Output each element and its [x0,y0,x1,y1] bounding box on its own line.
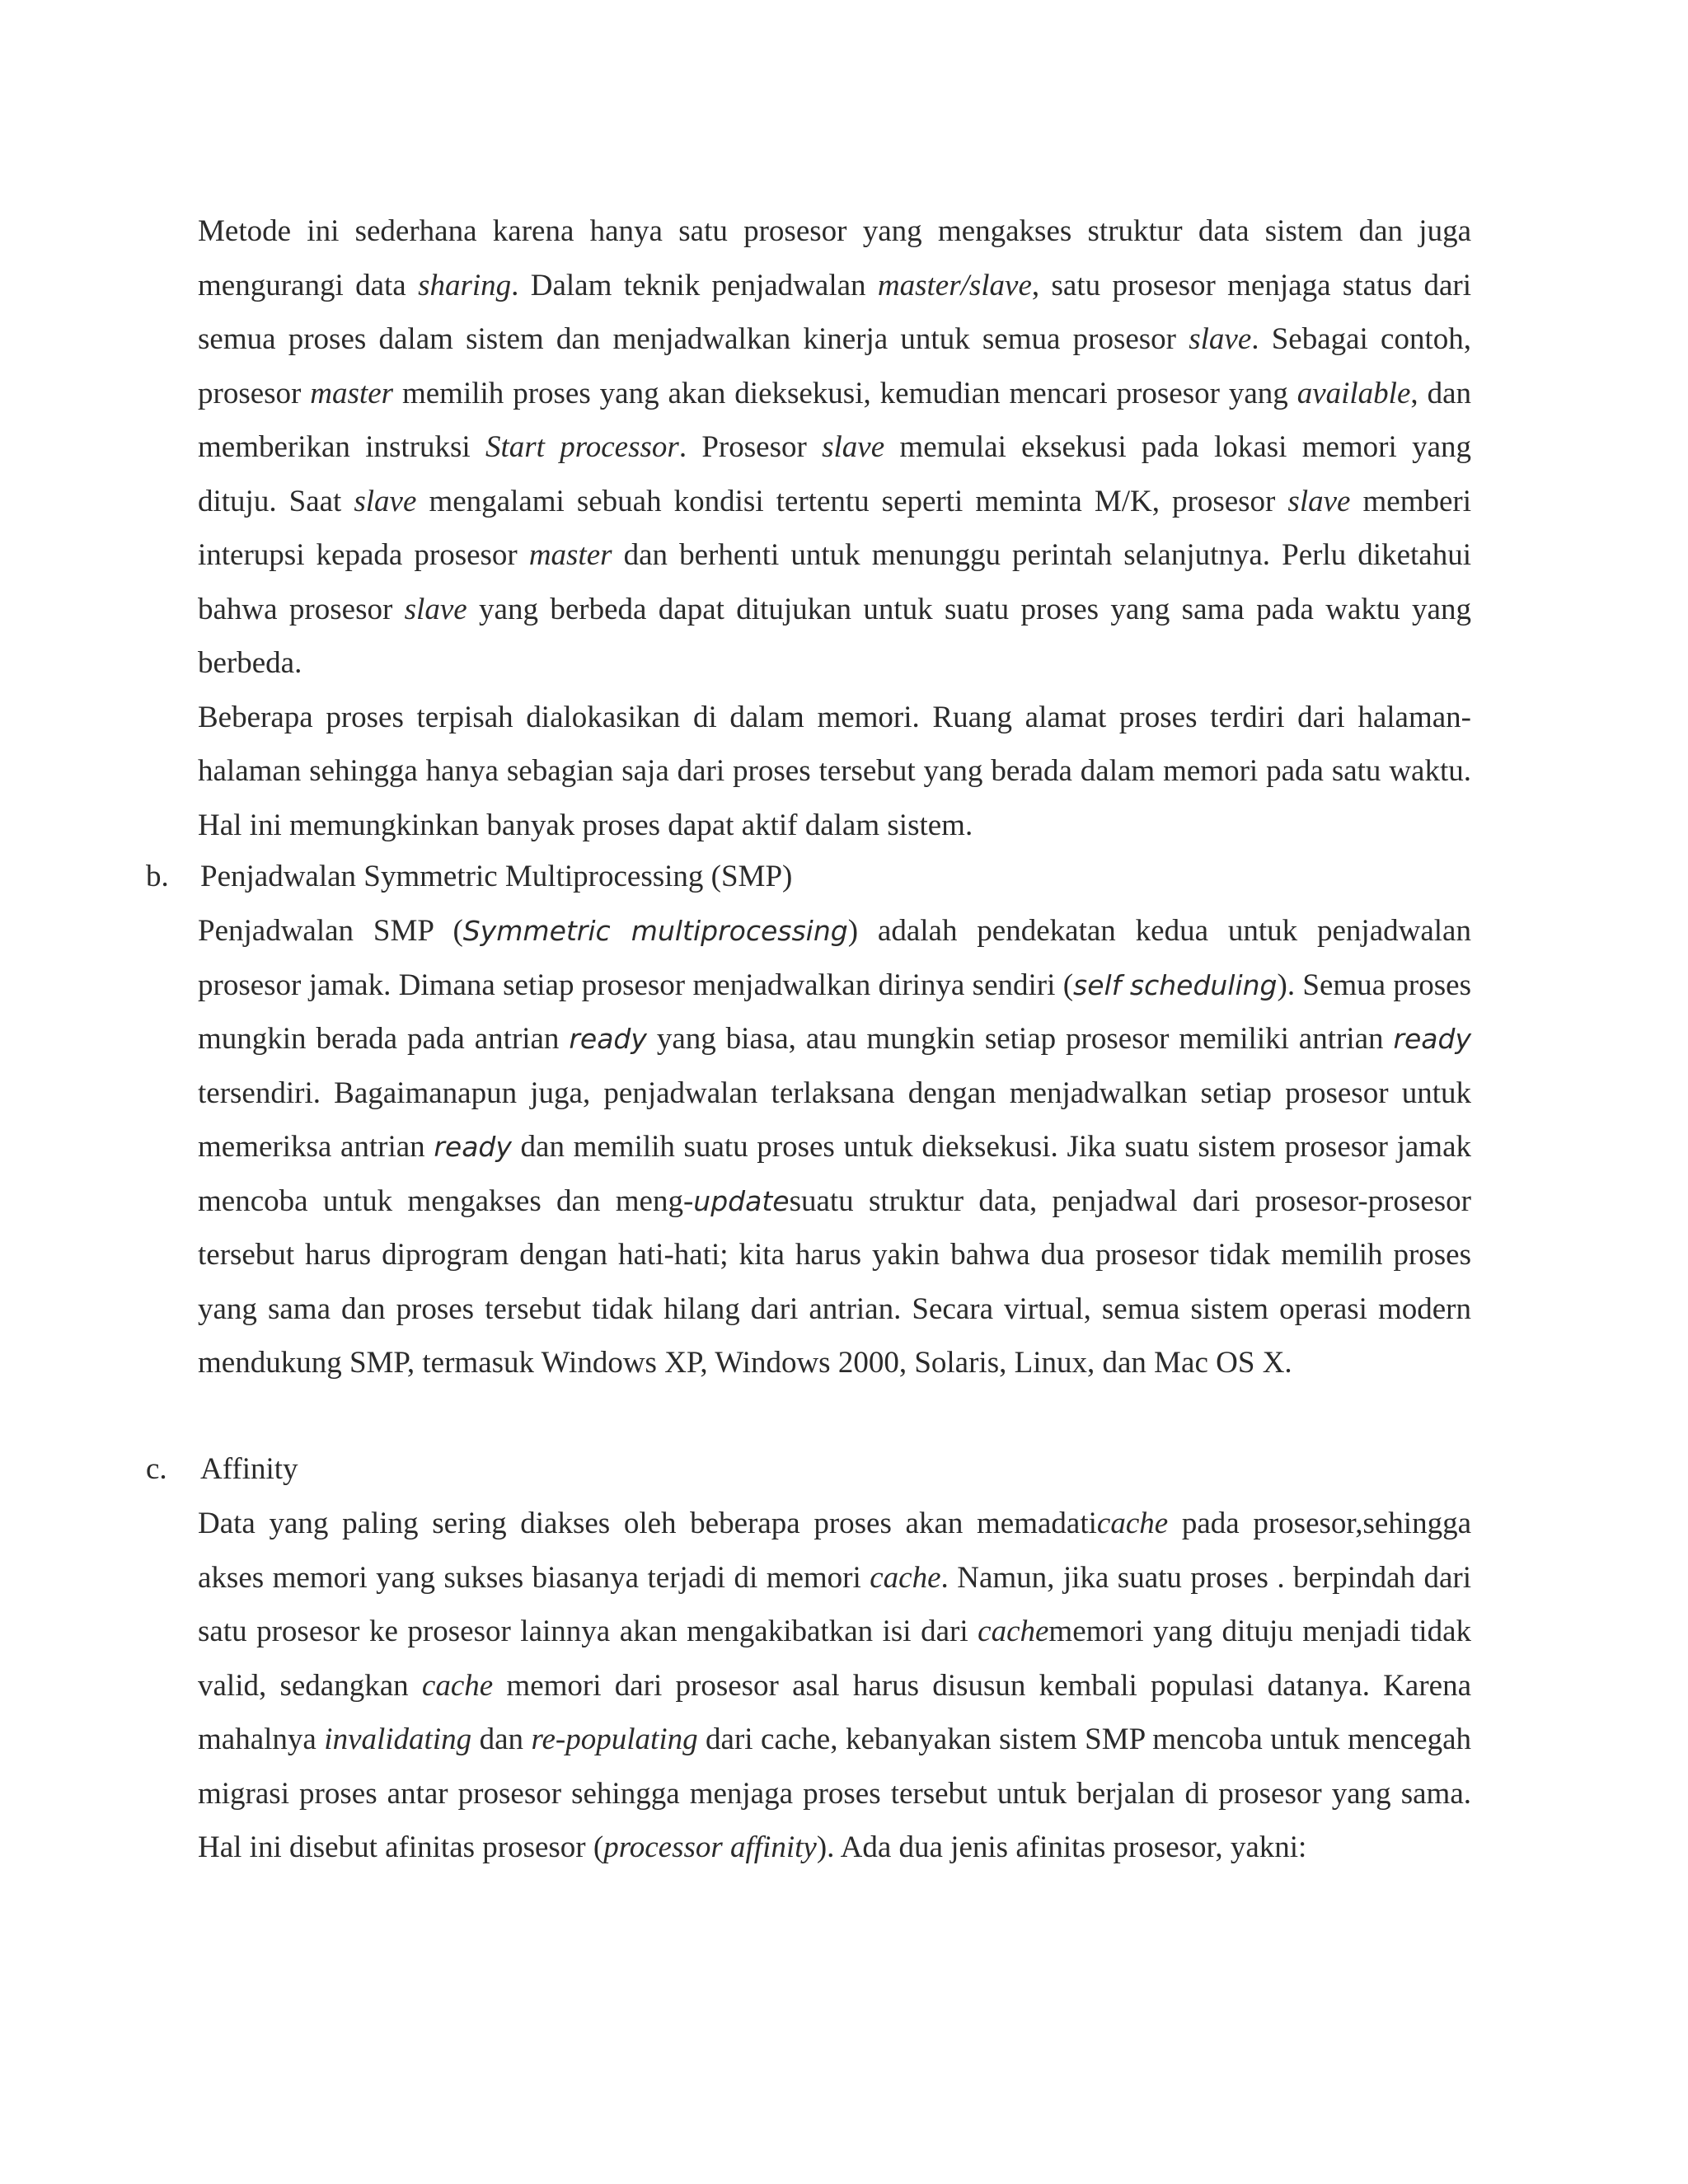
text-run: memulai eksekusi pada lokasi memori yang dituju. Saat [198,430,1471,518]
text-run: memori yang dituju menjadi tidak valid, sedangkan [198,1615,1471,1703]
italic-term: slave [1287,484,1351,518]
list-marker: c. [146,1452,167,1486]
text-run: suatu struktur data, penjadwal dari prosesor-prosesor tersebut harus diprogram dengan hati-hati; kita harus yakin bahwa dua prosesor tidak memilih proses yang sama dan proses tersebut tidak hilang dari antrian. Secara virtual, semua sistem operasi modern mendukung SMP, termasuk Windows XP, Windows 2000, Solaris, Linux, dan Mac OS X. [198,1183,1471,1380]
italic-term: master [528,538,612,572]
text-run: . Namun, jika suatu proses . berpindah dari satu prosesor ke prosesor lainnya akan mengakibatkan isi dari [198,1560,1471,1648]
section-title: Penjadwalan Symmetric Multiprocessing (SMP) [200,860,793,893]
section-b-body [198,904,1471,1390]
text-run: memberi interupsi kepada prosesor [198,484,1471,572]
italic-term: cache [421,1668,494,1703]
text-run: yang biasa, atau mungkin setiap prosesor memiliki antrian [646,1022,1394,1056]
section-c-body [198,1497,1471,1875]
italic-term: Symmetric multiprocessing [462,915,848,947]
paragraph-master-slave [198,204,1471,691]
section-a-body [198,204,1471,852]
italic-term: Start processor [485,430,679,464]
section-c-heading [146,1442,1465,1497]
paragraph-affinity [198,1497,1471,1875]
italic-term: processor affinity [603,1830,817,1864]
text-run: , satu prosesor menjaga status dari semua proses dalam sistem dan menjadwalkan kinerja untuk semua prosesor [198,268,1472,356]
text-run: . Dalam teknik penjadwalan [511,268,878,302]
text-run: memilih proses yang akan dieksekusi, kemudian mencari prosesor yang [393,376,1297,410]
text-run: ) adalah pendekatan kedua untuk penjadwalan prosesor jamak. Dimana setiap prosesor menjadwalkan dirinya sendiri ( [198,914,1471,1002]
text-run: . Prosesor [678,430,823,464]
italic-term: master/slave [877,268,1032,302]
text-run: dan memilih suatu proses untuk dieksekusi. Jika suatu sistem prosesor jamak mencoba untuk mengakses dan meng- [198,1130,1471,1218]
italic-term: ready [434,1131,512,1163]
italic-term: available [1296,376,1411,410]
section-b-heading [146,850,1465,904]
text-run: yang berbeda dapat ditujukan untuk suatu proses yang sama pada waktu yang berbeda. [198,592,1471,680]
italic-term: ready [569,1023,647,1055]
text-run: tersendiri. Bagaimanapun juga, penjadwalan terlaksana dengan menjadwalkan setiap prosesor untuk memeriksa antrian [198,1076,1471,1164]
paragraph-smp [198,904,1471,1390]
list-marker: b. [146,860,169,893]
italic-term: invalidating [324,1722,472,1756]
italic-term: re-populating [531,1722,698,1756]
italic-term: slave [404,592,467,626]
italic-term: slave [1189,322,1252,356]
text-run: dari cache, kebanyakan sistem SMP mencoba untuk mencegah migrasi proses antar prosesor sehingga menjaga proses tersebut untuk berjalan di prosesor yang sama. Hal ini disebut afinitas prosesor ( [198,1722,1471,1864]
section-title: Affinity [200,1452,298,1486]
text-run: Data yang paling sering diakses oleh beberapa proses akan memadati [198,1507,1097,1540]
text-run: , dan memberikan instruksi [198,376,1471,464]
italic-term: slave [822,430,885,464]
text-run: ). Semua proses mungkin berada pada antrian [198,968,1471,1056]
text-run: dan [471,1722,532,1756]
text-run: dan berhenti untuk menunggu perintah selanjutnya. Perlu diketahui bahwa prosesor [198,538,1471,626]
italic-term: slave [354,484,417,518]
italic-term: sharing [418,268,512,302]
text-run: Metode ini sederhana karena hanya satu prosesor yang mengakses struktur data sistem dan juga mengurangi data [198,214,1471,302]
text-run: memori dari prosesor asal harus disusun kembali populasi datanya. Karena mahalnya [198,1668,1471,1756]
text-run: Penjadwalan SMP ( [198,914,463,948]
text-run: . Sebagai contoh, prosesor [198,322,1472,410]
italic-term: ready [1393,1023,1472,1055]
text-run: pada prosesor,sehingga akses memori yang sukses biasanya terjadi di memori [198,1507,1471,1595]
italic-term: update [693,1184,790,1217]
text-run: mengalami sebuah kondisi tertentu seperti meminta M/K, prosesor [416,484,1288,518]
italic-term: self scheduling [1073,968,1278,1001]
paragraph-memory: Beberapa proses terpisah dialokasikan di dalam memori. Ruang alamat proses terdiri dari halaman-halaman sehingga hanya sebagian saja dari proses tersebut yang berada dalam memori pada satu waktu. Hal ini memungkinkan banyak proses dapat aktif dalam sistem. [198,700,1471,842]
italic-term: cache [978,1615,1049,1648]
italic-term: master [310,376,394,410]
text-run: ). Ada dua jenis afinitas prosesor, yakni: [816,1830,1307,1864]
italic-term: cache [1096,1507,1169,1540]
italic-term: cache [870,1560,941,1595]
